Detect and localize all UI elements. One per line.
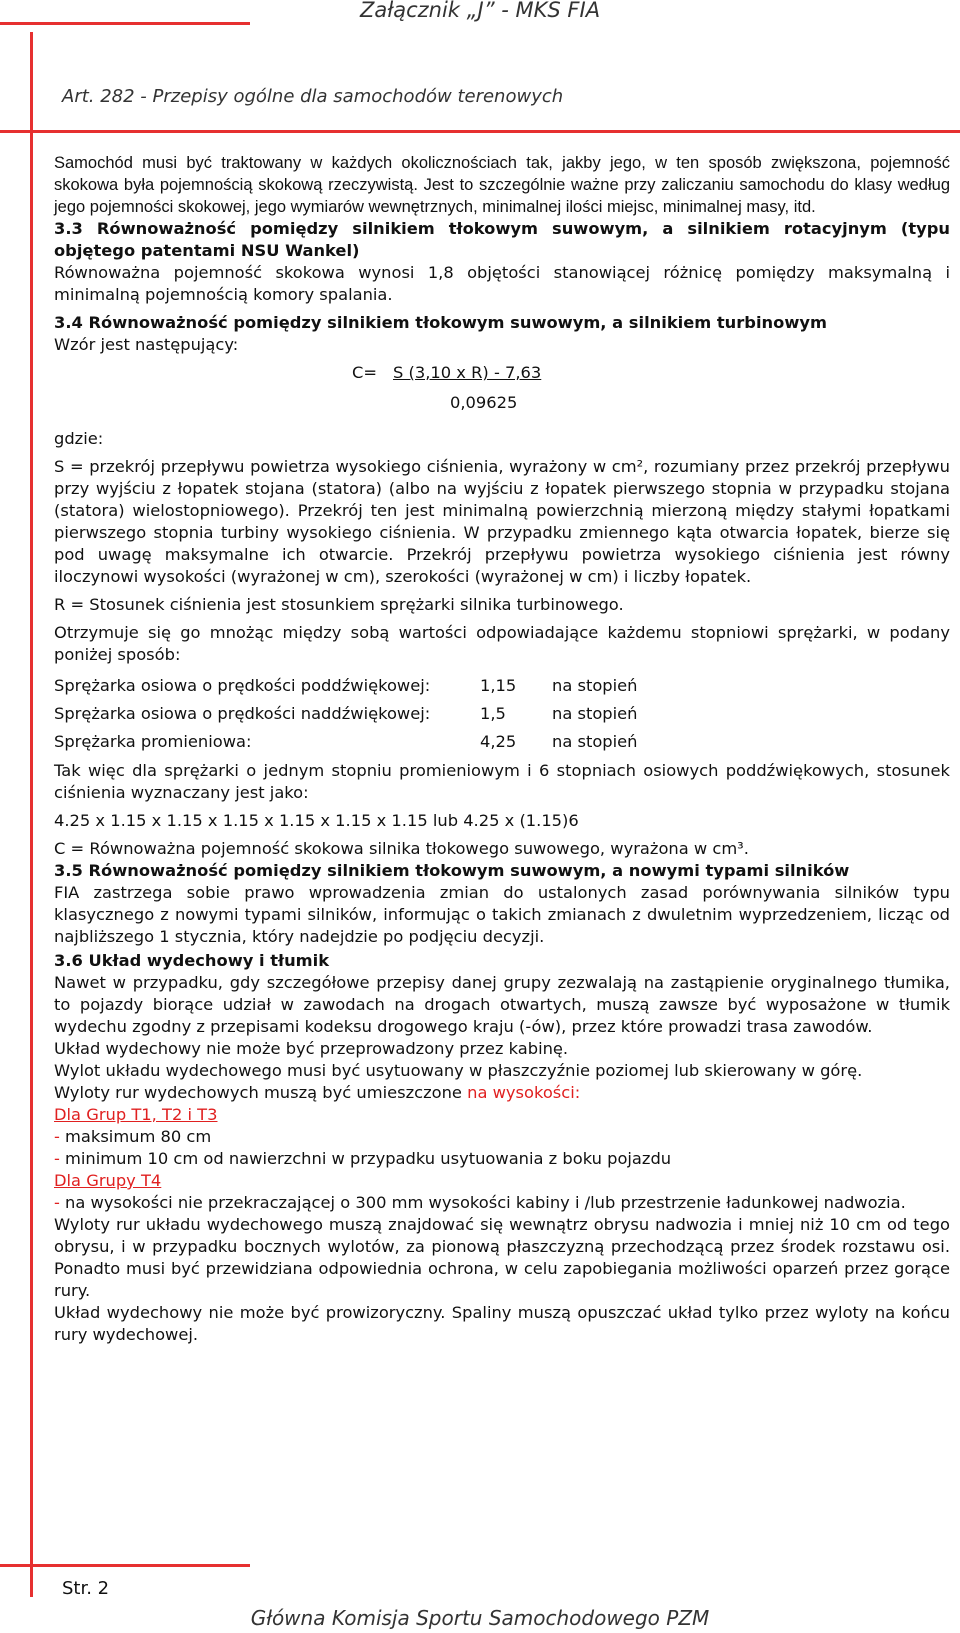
section-3-3-text: Równoważna pojemność skokowa wynosi 1,8 objętości stanowiącej różnicę pomiędzy maksymalną i minimalną pojemnością komory spalania. — [54, 263, 950, 304]
s-definition: S = przekrój przepływu powietrza wysokiego ciśnienia, wyrażony w cm², rozumiany przez przekrój przepływu przy wyjściu z łopatek stojana (statora) (albo na wyjściu z łopatek pierwszego stopnia w przypadku stojana (statora) wielostopniowego). Przekrój ten jest minimalną powierzchnią mierzoną między stałymi łopatkami pierwszego stopnia turbiny wysokiego ciśnienia. W przypadku zmiennego kąta otwarcia łopatek, bierze się pod uwagę maksymalne ich otwarcie. Przekrój przepływu powietrza wysokiego ciśnienia jest równy iloczynowi wysokości (wyrażonej w cm), szerokości (wyrażonej w cm) i liczby łopatek. — [54, 457, 950, 586]
list-item-text: minimum 10 cm od nawierzchni w przypadku usytuowania z boku pojazdu — [59, 1149, 672, 1168]
section-3-6-p4 — [54, 1082, 950, 1104]
document-header-title: Załącznik „J” - MKS FIA — [359, 0, 601, 22]
dash-marker: - — [54, 1149, 60, 1168]
section-3-6-p6: Układ wydechowy nie może być prowizoryczny. Spaliny muszą opuszczać układ tylko przez wyloty na końcu rury wydechowej. — [54, 1303, 950, 1344]
header-rule — [0, 22, 250, 25]
section-3-5-text: FIA zastrzega sobie prawo wprowadzenia zmian do ustalonych zasad porównywania silników typu klasycznego z nowymi typami silników, informując o takich zmianach z dwuletnim wyprzedzeniem, licząc od najbliższego 1 stycznia, który nadejdzie po podjęciu decyzji. — [54, 883, 950, 946]
intro-paragraph: Samochód musi być traktowany w każdych okolicznościach tak, jakby jego, w ten sposób zwiększona, pojemność skokowa była pojemnością skokową rzeczywistą. Jest to szczególnie ważne przy zaliczaniu samochodu do klasy według jego pojemności skokowej, jego wymiarów wewnętrznych, minimalnej ilości miejsc, minimalnej masy, itd. — [54, 154, 950, 216]
subtitle-rule — [0, 130, 960, 133]
footer-organization: Główna Komisja Sportu Samochodowego PZM — [250, 1606, 710, 1630]
list-item-text: maksimum 80 cm — [59, 1127, 212, 1146]
group-t4-label: Dla Grupy T4 — [54, 1171, 162, 1190]
dash-marker: - — [54, 1193, 60, 1212]
list-item-text: na wysokości nie przekraczającej o 300 mm wysokości kabiny i /lub przestrzenie ładunkowej nadwozia. — [59, 1193, 906, 1212]
table-row — [54, 672, 638, 700]
compressor-name: Sprężarka osiowa o prędkości naddźwiękowej: — [54, 704, 431, 723]
formula-denominator: 0,09625 — [450, 393, 518, 412]
section-3-6-p2: Układ wydechowy nie może być przeprowadzony przez kabinę. — [54, 1039, 569, 1058]
compressor-value: 1,5 — [480, 704, 506, 723]
compressor-value: 1,15 — [480, 676, 517, 695]
compressor-name: Sprężarka promieniowa: — [54, 732, 252, 751]
formula-intro: Wzór jest następujący: — [54, 335, 239, 354]
r-definition: R = Stosunek ciśnienia jest stosunkiem sprężarki silnika turbinowego. — [54, 595, 624, 614]
section-3-6-p1: Nawet w przypadku, gdy szczegółowe przepisy danej grupy zezwalają na zastąpienie oryginalnego tłumika, to pojazdy biorące udział w zawodach na drogach otwartych, muszą zawsze być wyposażone w tłumik wydechu zgodny z przepisami kodeksu drogowego kraju (-ów), przez które prowadzi trasa zawodów. — [54, 973, 950, 1036]
list-item — [54, 1192, 950, 1214]
document-body — [54, 152, 950, 1346]
compressor-unit: na stopień — [552, 732, 638, 751]
footer-rule — [0, 1564, 250, 1567]
compressor-unit: na stopień — [552, 704, 638, 723]
where-label: gdzie: — [54, 429, 104, 448]
dash-marker: - — [54, 1127, 60, 1146]
p4-text: Wyloty rur wydechowych muszą być umieszczone — [54, 1083, 468, 1102]
table-row — [54, 728, 638, 756]
calculation: 4.25 x 1.15 x 1.15 x 1.15 x 1.15 x 1.15 x 1.15 lub 4.25 x (1.15)6 — [54, 811, 579, 830]
obtain-paragraph: Otrzymuje się go mnożąc między sobą wartości odpowiadające każdemu stopniowi sprężarki, w podany poniżej sposób: — [54, 623, 950, 664]
section-3-6-p3: Wylot układu wydechowego musi być usytuowany w płaszczyźnie poziomej lub skierowany w górę. — [54, 1061, 863, 1080]
section-3-6-heading: 3.6 Układ wydechowy i tłumik — [54, 951, 330, 970]
c-definition: C = Równoważna pojemność skokowa silnika tłokowego suwowego, wyrażona w cm³. — [54, 839, 749, 858]
group-t1-t3-label: Dla Grup T1, T2 i T3 — [54, 1105, 218, 1124]
section-3-6-p5: Wyloty rur układu wydechowego muszą znajdować się wewnątrz obrysu nadwozia i mniej niż 10 cm od tego obrysu, i w przypadku bocznych wylotów, za pionową płaszczyzną przechodzącą przez środek rozstawu osi. Ponadto musi być przewidziana odpowiednia ochrona, w celu zapobiegania możliwości oparzeń przez gorące rury. — [54, 1215, 950, 1300]
document-header-subtitle: Art. 282 - Przepisy ogólne dla samochodów terenowych — [62, 86, 564, 107]
list-item — [54, 1126, 950, 1148]
margin-rule — [30, 32, 33, 1597]
list-item — [54, 1148, 950, 1170]
section-3-5-heading: 3.5 Równoważność pomiędzy silnikiem tłokowym suwowym, a nowymi typami silników — [54, 861, 850, 880]
formula-lhs: C= — [352, 363, 378, 382]
compressor-unit: na stopień — [552, 676, 638, 695]
example-paragraph: Tak więc dla sprężarki o jednym stopniu promieniowym i 6 stopniach osiowych poddźwiękowych, stosunek ciśnienia wyznaczany jest jako: — [54, 761, 950, 802]
page-number: Str. 2 — [62, 1578, 110, 1599]
formula-line — [352, 362, 541, 384]
section-3-3-heading: 3.3 Równoważność pomiędzy silnikiem tłokowym suwowym, a silnikiem rotacyjnym (typu objętego patentami NSU Wankel) — [54, 219, 950, 260]
compressor-value: 4,25 — [480, 732, 517, 751]
compressor-table — [54, 672, 638, 756]
formula — [54, 356, 950, 428]
formula-numerator: S (3,10 x R) - 7,63 — [393, 363, 542, 382]
section-3-4-heading: 3.4 Równoważność pomiędzy silnikiem tłokowym suwowym, a silnikiem turbinowym — [54, 313, 827, 332]
table-row — [54, 700, 638, 728]
compressor-name: Sprężarka osiowa o prędkości poddźwiękowej: — [54, 676, 431, 695]
p4-highlight: na wysokości: — [467, 1083, 581, 1102]
